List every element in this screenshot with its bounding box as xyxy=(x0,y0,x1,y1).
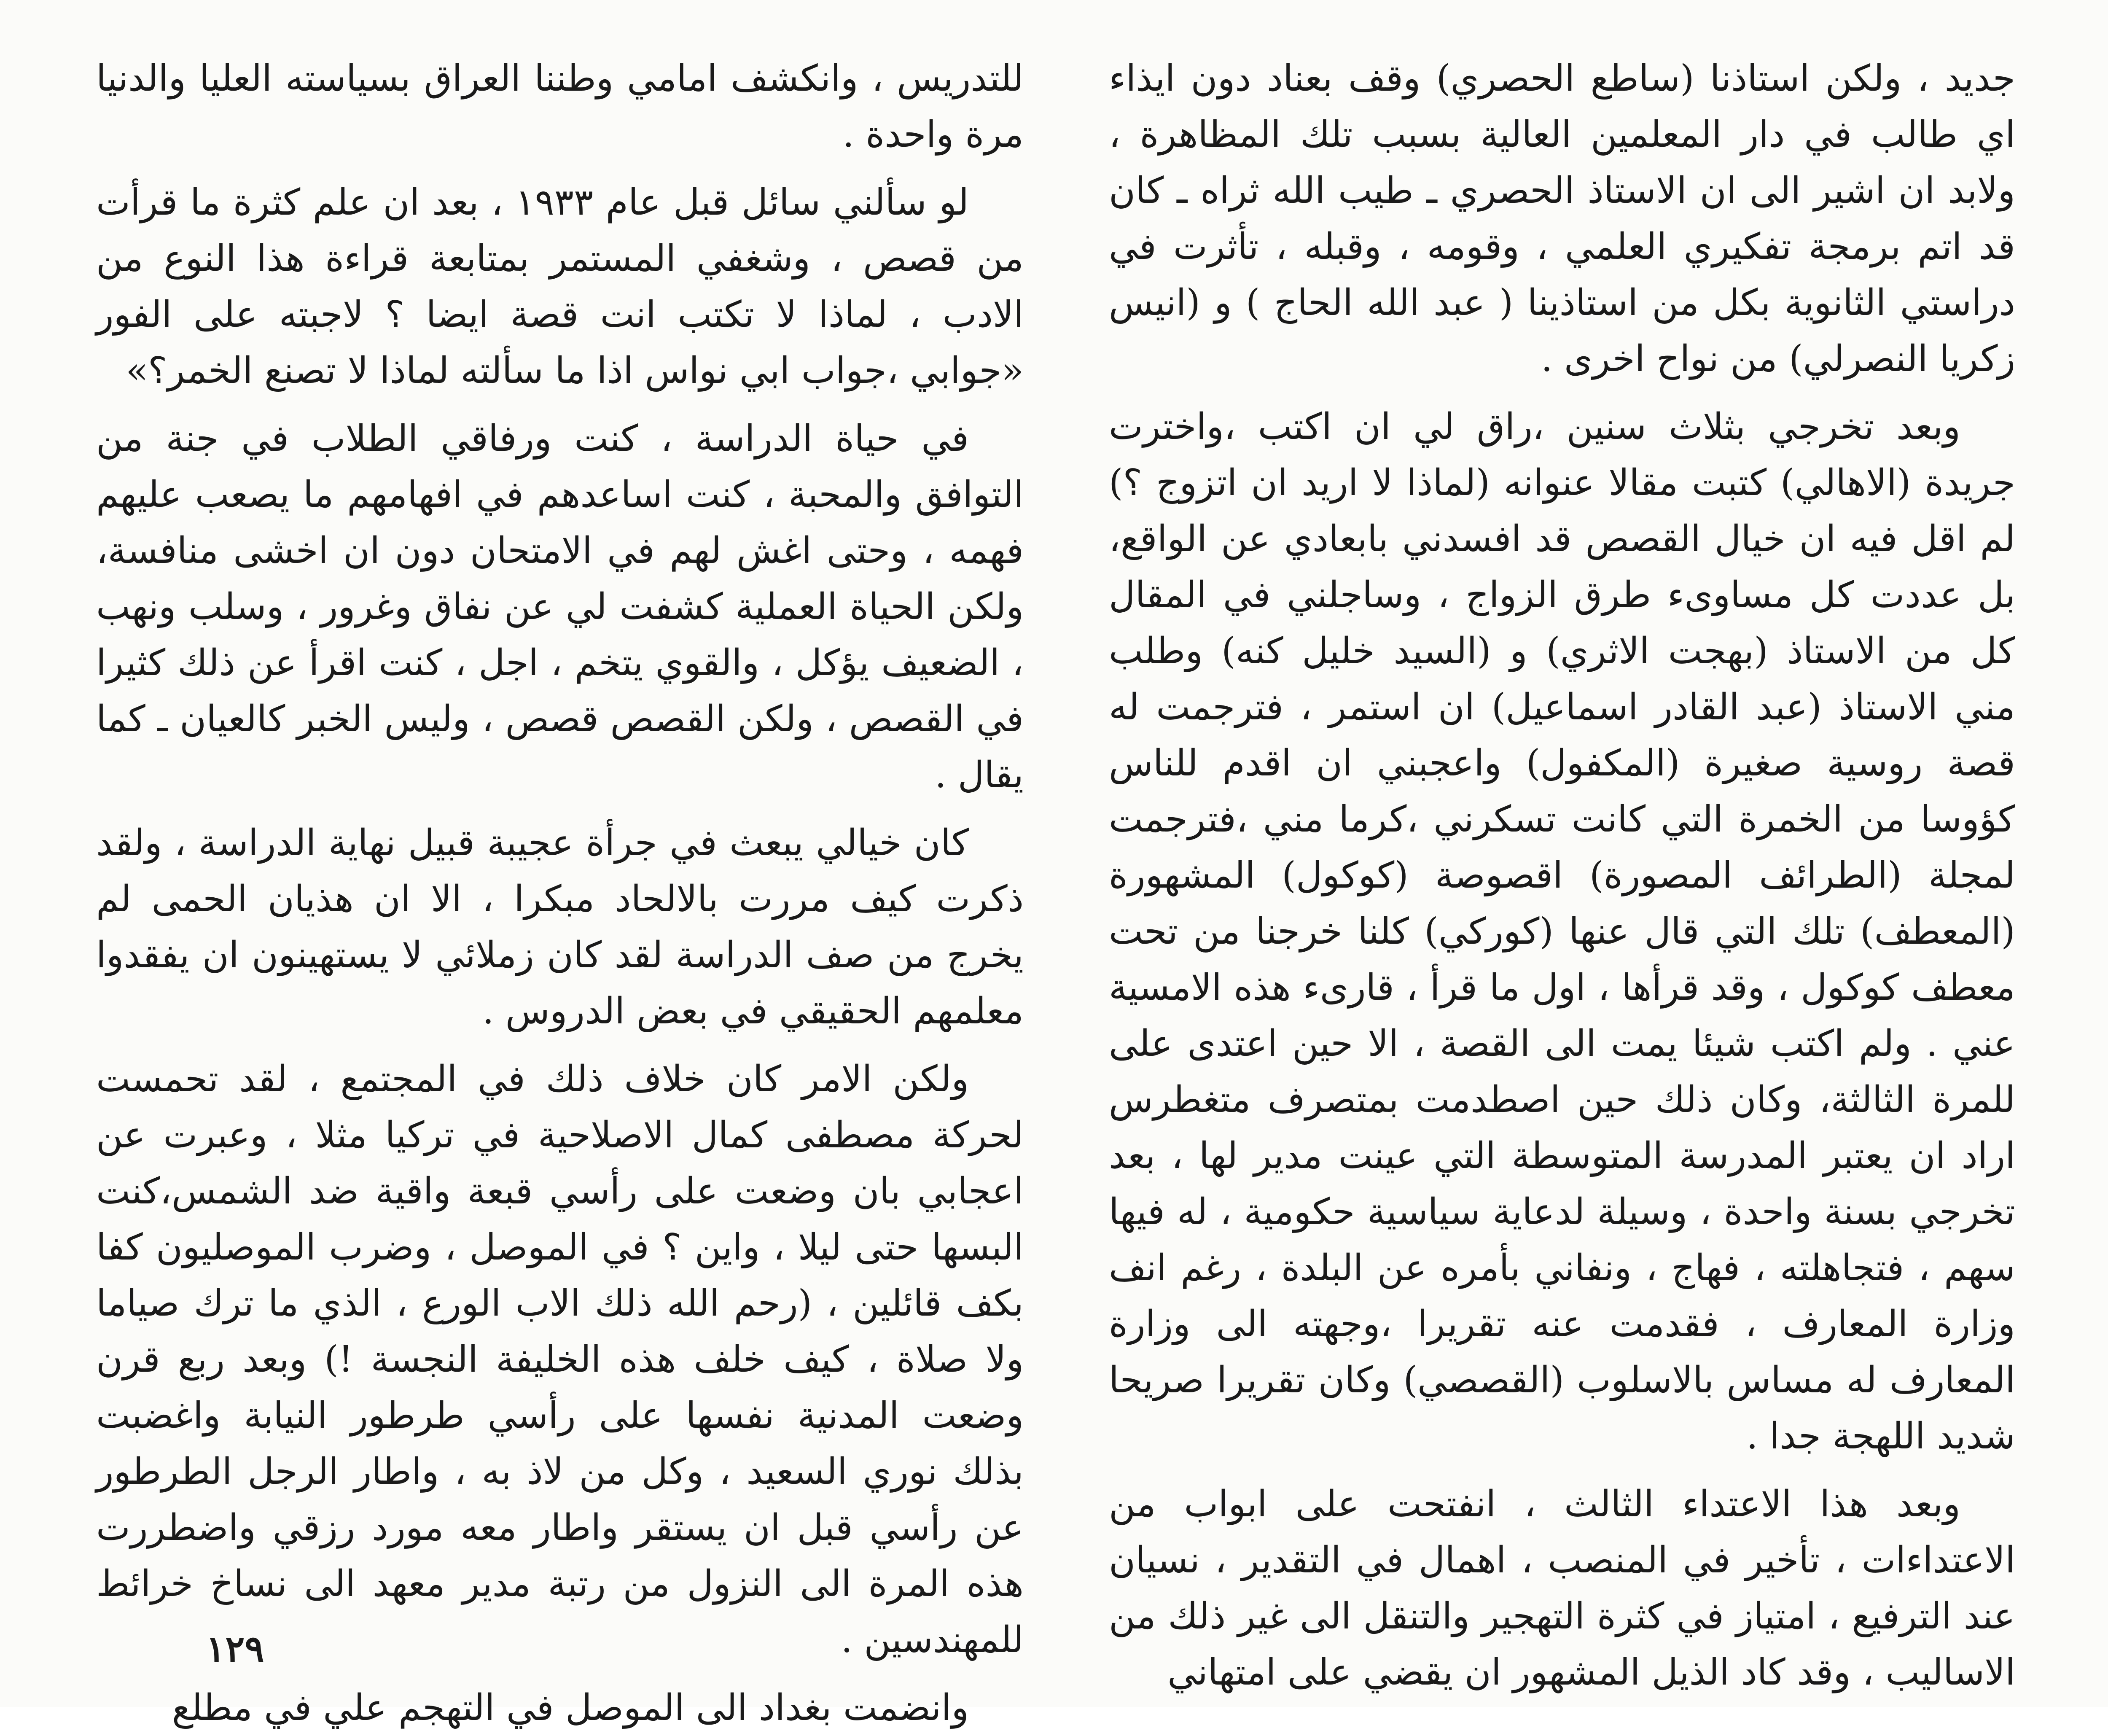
paragraph-right-3: وبعد هذا الاعتداء الثالث ، انفتحت على ابواب من الاعتداءات ، تأخير في المنصب ، اهمال في التقدير ، نسيان عند الترفيع ، امتياز في كثرة التهجير والتنقل الى غير ذلك من الاساليب ، وقد كاد الذيل المشهور ان يقضي على امتهاني xyxy=(1109,1483,2015,1693)
paragraph-left-2: لو سألني سائل قبل عام ١٩٣٣ ، بعد ان علم كثرة ما قرأت من قصص ، وشغفي المستمر بمتابعة قراءة هذا النوع من الادب ، لماذا لا تكتب انت قصة ايضا ؟ لاجبته على الفور «جوابي ،جواب ابي نواس اذا ما سألته لماذا لا تصنع الخمر؟» xyxy=(96,181,1024,392)
paragraph-left-1: للتدريس ، وانكشف امامي وطننا العراق بسياسته العليا والدنيا مرة واحدة . xyxy=(96,57,1024,156)
paragraph-left-3: في حياة الدراسة ، كنت ورفاقي الطلاب في جنة من التوافق والمحبة ، كنت اساعدهم في افهامهم ما يصعب عليهم فهمه ، وحتى اغش لهم في الامتحان دون ان اخشى منافسة، ولكن الحياة العملية كشفت لي عن نفاق وغرور ، وسلب ونهب ، الضعيف يؤكل ، والقوي يتخم ، اجل ، كنت اقرأ عن ذلك كثيرا في القصص ، ولكن القصص قصص ، وليس الخبر كالعيان ـ كما يقال . xyxy=(96,417,1024,796)
paragraph-right-1: جديد ، ولكن استاذنا (ساطع الحصري) وقف بعناد دون ايذاء اي طالب في دار المعلمين العالية بسبب تلك المظاهرة ، ولابد ان اشير الى ان الاستاذ الحصري ـ طيب الله ثراه ـ كان قد اتم برمجة تفكيري العلمي ، وقومه ، وقبله ، تأثرت في دراستي الثانوية بكل من استاذينا ( عبد الله الحاج ) و (انيس زكريا النصرلي) من نواح اخرى . xyxy=(1109,57,2015,380)
page-number: ١٢٩ xyxy=(206,1628,264,1670)
right-text-column xyxy=(1109,51,2015,1693)
paragraph-left-4: كان خيالي يبعث في جرأة عجيبة قبيل نهاية الدراسة ، ولقد ذكرت كيف مررت بالالحاد مبكرا ، الا ان هذيان الحمى لم يخرج من صف الدراسة لقد كان زملائي لا يستهينون ان يفقدوا معلمهم الحقيقي في بعض الدروس . xyxy=(96,822,1024,1032)
paragraph-left-6: وانضمت بغداد الى الموصل في التهجم علي في مطلع xyxy=(172,1687,969,1729)
paragraph-left-5: ولكن الامر كان خلاف ذلك في المجتمع ، لقد تحمست لحركة مصطفى كمال الاصلاحية في تركيا مثلا ، وعبرت عن اعجابي بان وضعت على رأسي قبعة واقية ضد الشمس،كنت البسها حتى ليلا ، واين ؟ في الموصل ، وضرب الموصليون كفا بكف قائلين ، (رحم الله ذلك الاب الورع ، الذي ما ترك صياما ولا صلاة ، كيف خلف هذه الخليفة النجسة !) وبعد ربع قرن وضعت المدنية نفسها على رأسي طرطور النيابة واغضبت بذلك نوري السعيد ، وكل من لاذ به ، واطار الرجل الطرطور عن رأسي قبل ان يستقر واطار معه مورد رزقي واضطررت هذه المرة الى النزول من رتبة مدير معهد الى نساخ خرائط للمهندسين . xyxy=(96,1058,1024,1661)
paragraph-right-2: وبعد تخرجي بثلاث سنين ،راق لي ان اكتب ،واخترت جريدة (الاهالي) كتبت مقالا عنوانه (لماذا لا اريد ان اتزوج ؟) لم اقل فيه ان خيال القصص قد افسدني بابعادي عن الواقع، بل عددت كل مساوىء طرق الزواج ، وساجلني في المقال كل من الاستاذ (بهجت الاثري) و (السيد خليل كنه) وطلب مني الاستاذ (عبد القادر اسماعيل) ان استمر ، فترجمت له قصة روسية صغيرة (المكفول) واعجبني ان اقدم للناس كؤوسا من الخمرة التي كانت تسكرني ،كرما مني ،فترجمت لمجلة (الطرائف المصورة) اقصوصة (كوكول) المشهورة (المعطف) تلك التي قال عنها (كوركي) كلنا خرجنا من تحت معطف كوكول ، وقد قرأها ، اول ما قرأ ، قارىء هذه الامسية عني . ولم اكتب شيئا يمت الى القصة ، الا حين اعتدى على للمرة الثالثة، وكان ذلك حين اصطدمت بمتصرف متغطرس اراد ان يعتبر المدرسة المتوسطة التي عينت مدير لها ، بعد تخرجي بسنة واحدة ، وسيلة لدعاية سياسية حكومية ، له فيها سهم ، فتجاهلته ، فهاج ، ونفاني بأمره عن البلدة ، رغم انف وزارة المعارف ، فقدمت عنه تقريرا ،وجهته الى وزارة المعارف له مساس بالاسلوب (القصصي) وكان تقريرا صريحا شديد اللهجة جدا . xyxy=(1109,406,2015,1457)
